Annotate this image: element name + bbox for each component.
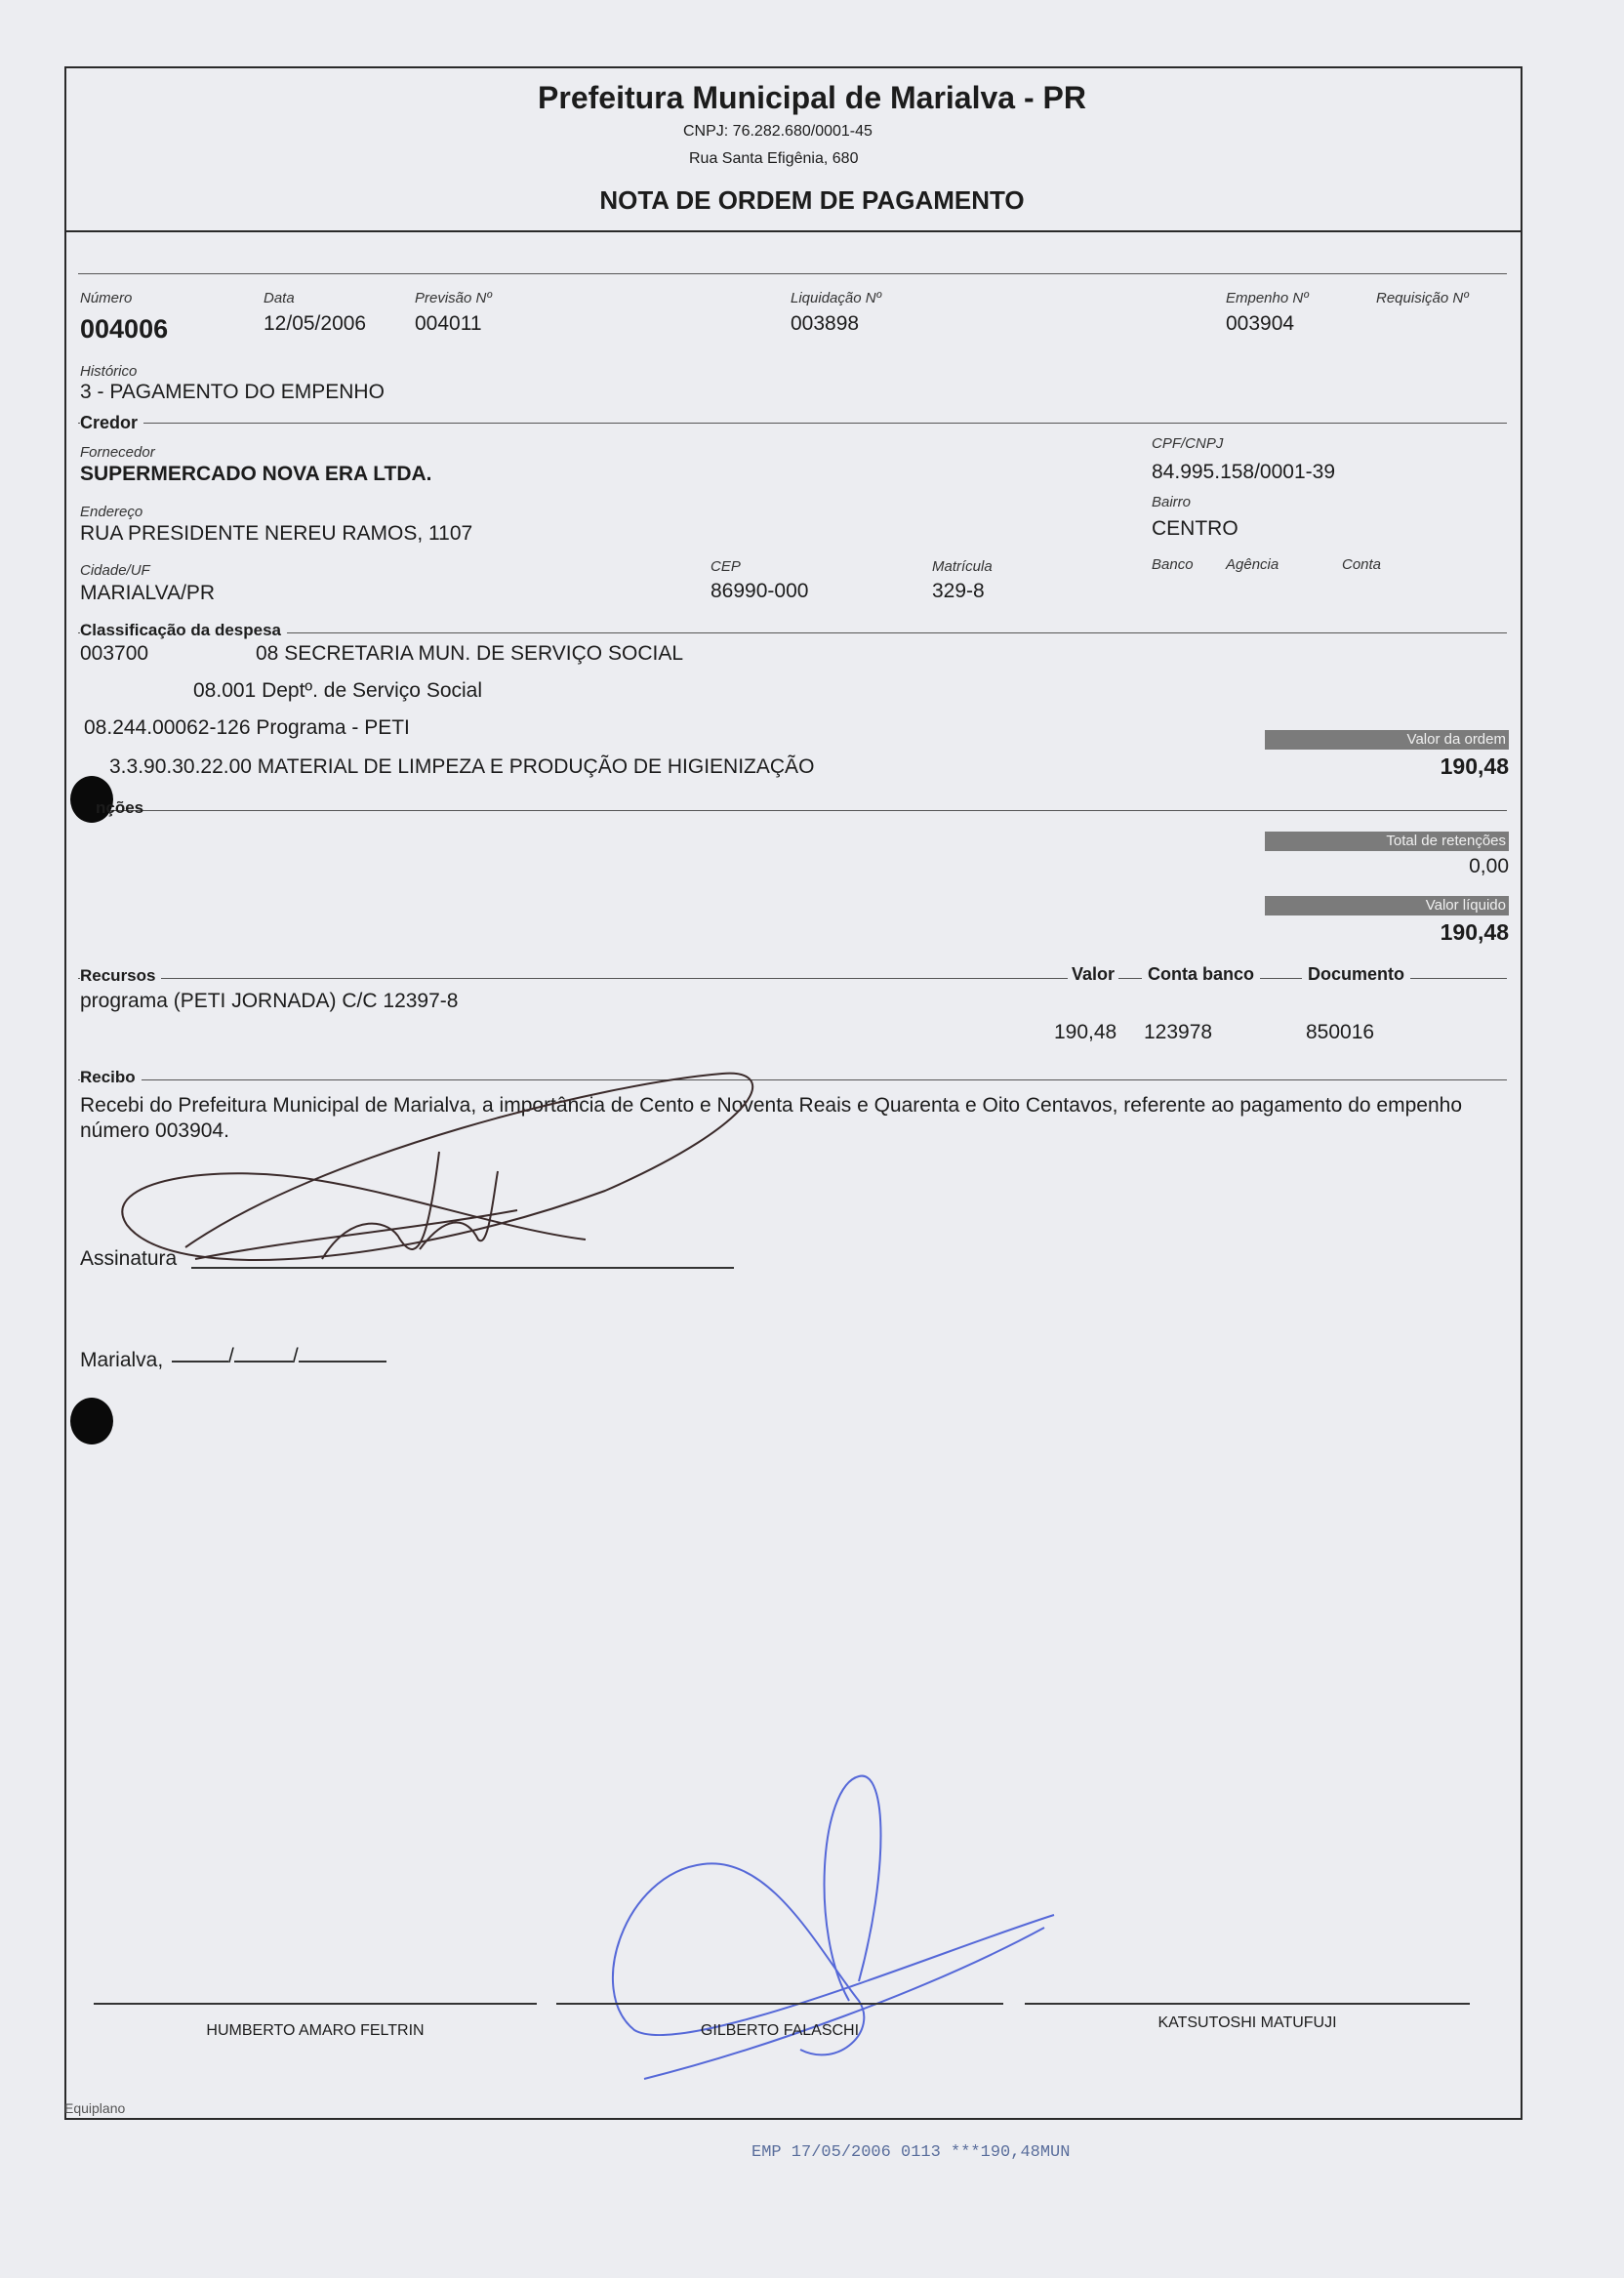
- signatory-name: GILBERTO FALASCHI: [700, 2022, 860, 2039]
- recursos-valor-header: Valor: [1068, 964, 1118, 985]
- cep-value: 86990-000: [710, 580, 809, 602]
- recibo-signature: [122, 1074, 752, 1260]
- historico-value: 3 - PAGAMENTO DO EMPENHO: [80, 381, 385, 403]
- classificacao-section-title: Classificação da despesa: [80, 621, 287, 640]
- total-retencoes-value: 0,00: [1469, 855, 1509, 877]
- credor-section-title: Credor: [80, 413, 143, 433]
- recursos-conta-header: Conta banco: [1142, 964, 1260, 985]
- recursos-descricao: programa (PETI JORNADA) C/C 12397-8: [80, 990, 459, 1012]
- org-title: Prefeitura Municipal de Marialva - PR: [538, 80, 1086, 115]
- valor-ordem-label: Valor da ordem: [1265, 730, 1509, 750]
- recibo-section-title: Recibo: [80, 1068, 142, 1087]
- classificacao-elemento: 3.3.90.30.22.00 MATERIAL DE LIMPEZA E PRODUÇÃO DE HIGIENIZAÇÃO: [109, 755, 815, 778]
- local-data-label: Marialva,: [80, 1349, 164, 1371]
- cpf-label: CPF/CNPJ: [1152, 435, 1224, 452]
- org-cnpj: CNPJ: 76.282.680/0001-45: [683, 123, 873, 140]
- org-address: Rua Santa Efigênia, 680: [689, 150, 859, 167]
- agencia-label: Agência: [1226, 556, 1279, 573]
- fornecedor-label: Fornecedor: [80, 444, 155, 461]
- recursos-documento-header: Documento: [1302, 964, 1410, 985]
- endereco-value: RUA PRESIDENTE NEREU RAMOS, 1107: [80, 522, 473, 545]
- retencoes-section-title: nções: [96, 798, 144, 817]
- local-data-blank: / /: [172, 1345, 386, 1368]
- valor-ordem-value: 190,48: [1440, 753, 1509, 779]
- endereco-label: Endereço: [80, 504, 143, 520]
- cidade-value: MARIALVA/PR: [80, 582, 216, 604]
- bairro-value: CENTRO: [1152, 517, 1238, 540]
- signatory-name: HUMBERTO AMARO FELTRIN: [206, 2022, 425, 2039]
- previsao-label: Previsão Nº: [415, 290, 492, 306]
- numero-label: Número: [80, 290, 133, 306]
- classificacao-code: 003700: [80, 642, 149, 665]
- liquidacao-value: 003898: [791, 312, 860, 335]
- fornecedor-value: SUPERMERCADO NOVA ERA LTDA.: [80, 463, 432, 485]
- signatory-line: [556, 2003, 1003, 2005]
- signatory-line: [1025, 2003, 1470, 2005]
- empenho-label: Empenho Nº: [1226, 290, 1309, 306]
- recibo-text: Recebi do Prefeitura Municipal de Marialva, a importância de Cento e Noventa Reais e Quarenta e Oito Centavos, referente ao pagamento do empenho número 003904.: [80, 1094, 1462, 1142]
- valor-liquido-value: 190,48: [1440, 919, 1509, 945]
- cep-label: CEP: [710, 558, 741, 575]
- requisicao-label: Requisição Nº: [1376, 290, 1469, 306]
- signatory-line: [94, 2003, 537, 2005]
- recursos-conta: 123978: [1144, 1021, 1213, 1043]
- recursos-documento: 850016: [1306, 1021, 1375, 1043]
- bairro-label: Bairro: [1152, 494, 1192, 510]
- historico-label: Histórico: [80, 363, 138, 380]
- banco-label: Banco: [1152, 556, 1194, 573]
- conta-label: Conta: [1342, 556, 1382, 573]
- recursos-section-title: Recursos: [80, 966, 161, 986]
- classificacao-secretaria: 08 SECRETARIA MUN. DE SERVIÇO SOCIAL: [256, 642, 684, 665]
- matricula-value: 329-8: [932, 580, 985, 602]
- data-label: Data: [264, 290, 295, 306]
- signatory-name: KATSUTOSHI MATUFUJI: [1157, 2014, 1337, 2031]
- empenho-value: 003904: [1226, 312, 1295, 335]
- bank-stamp: EMP 17/05/2006 0113 ***190,48MUN: [751, 2143, 1071, 2162]
- assinatura-label: Assinatura: [80, 1247, 178, 1270]
- document-title: NOTA DE ORDEM DE PAGAMENTO: [599, 185, 1025, 215]
- previsao-value: 004011: [415, 312, 482, 335]
- liquidacao-label: Liquidação Nº: [791, 290, 882, 306]
- cidade-label: Cidade/UF: [80, 562, 150, 579]
- cpf-value: 84.995.158/0001-39: [1152, 461, 1336, 483]
- total-retencoes-label: Total de retenções: [1265, 832, 1509, 851]
- data-value: 12/05/2006: [264, 312, 367, 335]
- classificacao-programa: 08.244.00062-126 Programa - PETI: [84, 716, 410, 739]
- classificacao-departamento: 08.001 Deptº. de Serviço Social: [193, 679, 483, 702]
- software-footer: Equiplano: [64, 2100, 126, 2116]
- recursos-valor: 190,48: [1054, 1021, 1117, 1043]
- matricula-label: Matrícula: [932, 558, 993, 575]
- numero-value: 004006: [80, 314, 169, 344]
- valor-liquido-label: Valor líquido: [1265, 896, 1509, 915]
